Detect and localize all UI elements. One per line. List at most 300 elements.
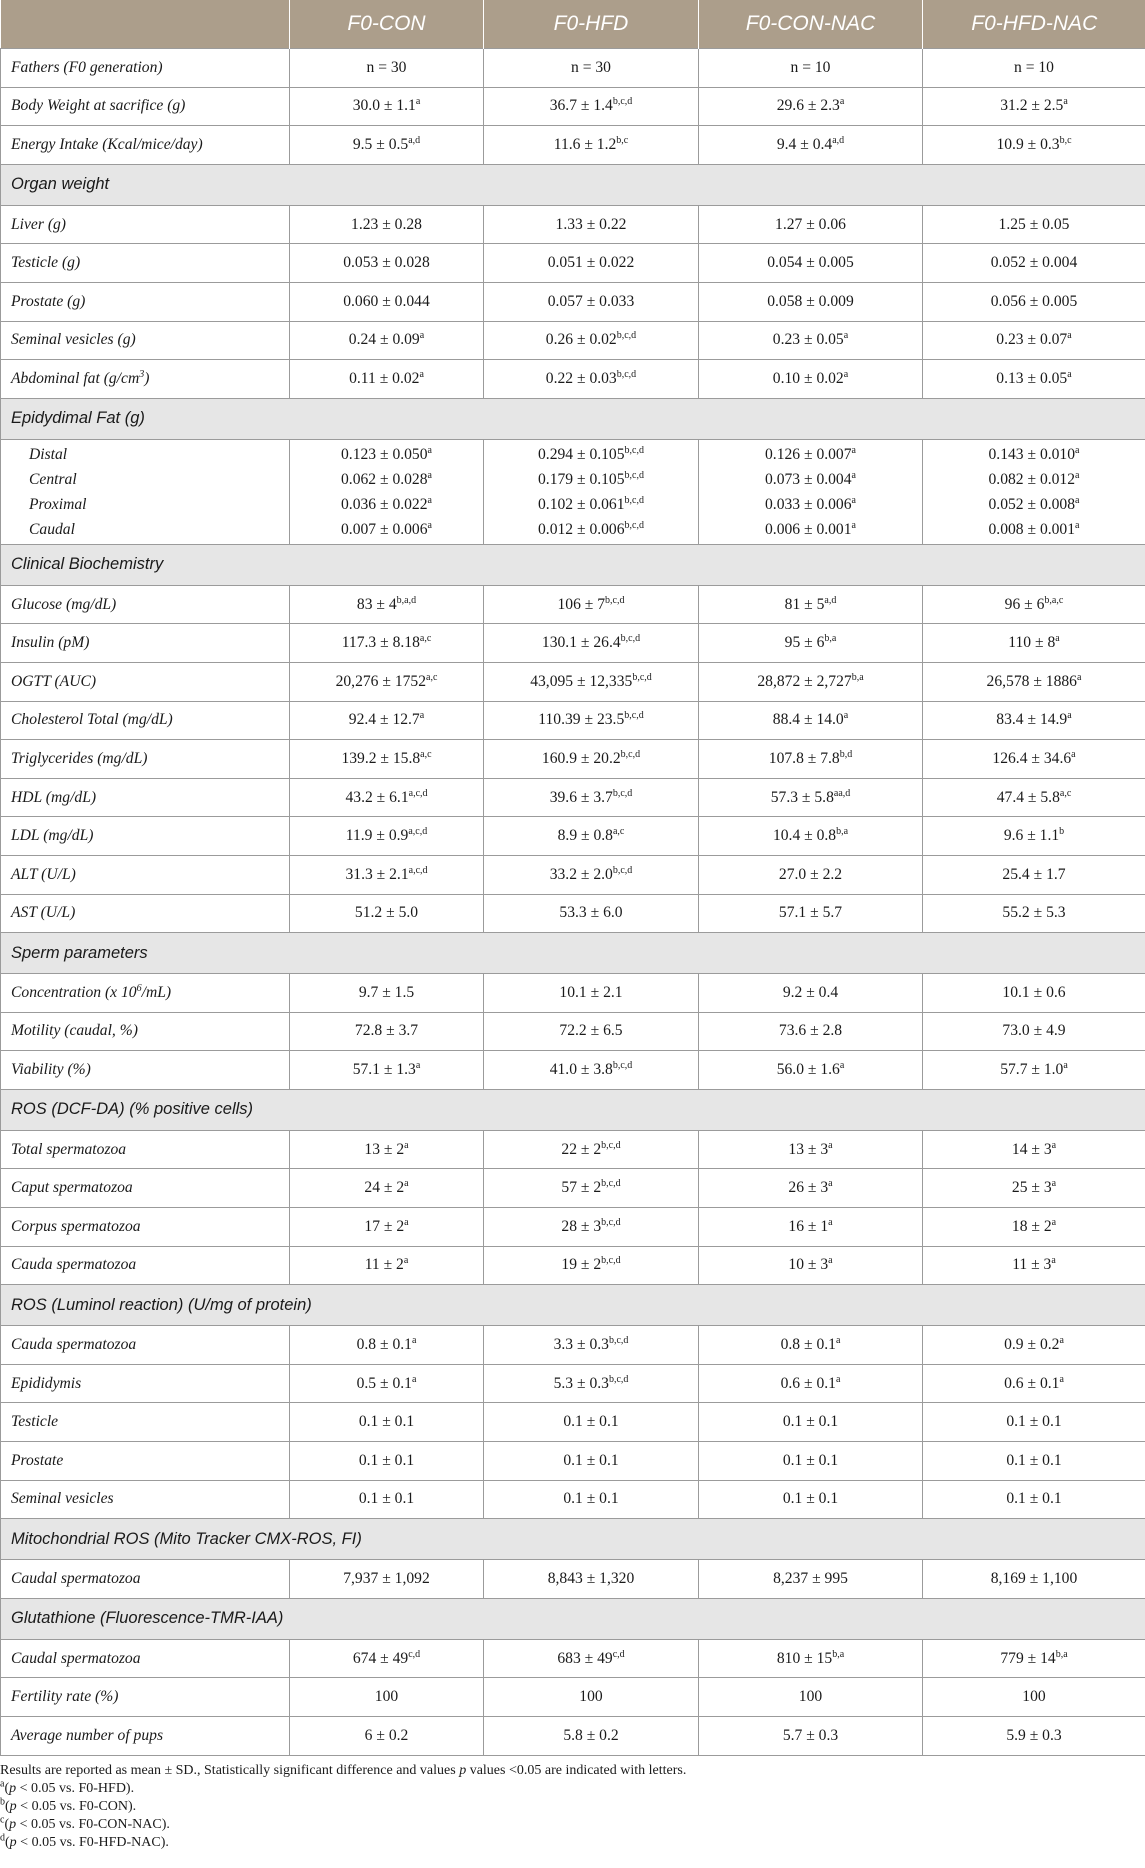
table-cell <box>923 87 1145 126</box>
cell-value: 0.1 ± 0.1 <box>1006 1413 1062 1431</box>
cell-value: 92.4 ± 12.7 <box>348 711 420 729</box>
cell-value: 88.4 ± 14.0 <box>772 711 844 729</box>
cell-value: 0.1 ± 0.1 <box>563 1490 619 1508</box>
cell-value: 779 ± 14 <box>1000 1649 1056 1667</box>
cell-value: 72.2 ± 6.5 <box>559 1022 623 1040</box>
table-cell <box>699 701 923 740</box>
cell-value: 110.39 ± 23.5 <box>538 711 625 729</box>
cell-value: 5.7 ± 0.3 <box>782 1726 839 1744</box>
cell-stack <box>699 444 922 540</box>
cell-line <box>290 444 483 465</box>
table-row <box>1 1326 1145 1365</box>
table-cell <box>484 701 699 740</box>
cell-value: 24 ± 2 <box>364 1179 405 1197</box>
table-row <box>1 778 1145 817</box>
row-label-text: Average number of pups <box>11 1726 164 1744</box>
row-label-text: Corpus spermatozoa <box>11 1217 141 1235</box>
table-cell <box>699 1246 923 1285</box>
significance-superscript: a <box>415 1059 421 1071</box>
footnote-b: $^b$(p < 0.05 vs. F0-CON). <box>0 1796 137 1814</box>
table-cell <box>699 205 923 244</box>
table-cell <box>699 740 923 779</box>
table-cell <box>699 1639 923 1678</box>
table-cell <box>699 662 923 701</box>
row-label-text: Concentration (x 10 <box>11 983 137 1001</box>
section-label: ROS (Luminol reaction) (U/mg of protein) <box>1 1285 1145 1326</box>
table-cell <box>484 1364 699 1403</box>
row-label <box>1 1051 290 1090</box>
significance-superscript: a <box>1075 444 1080 456</box>
cell-value: 18 ± 2 <box>1011 1217 1052 1235</box>
cell-value: 57.1 ± 1.3 <box>352 1061 416 1079</box>
row-label <box>1 894 290 933</box>
cell-value: 0.007 ± 0.006 <box>341 520 428 538</box>
table-cell <box>923 701 1145 740</box>
cell-value: 683 ± 49 <box>557 1649 613 1667</box>
cell-value: 51.2 ± 5.0 <box>354 904 419 922</box>
table-cell <box>290 740 484 779</box>
table-cell <box>699 1560 923 1599</box>
table-cell <box>484 1560 699 1599</box>
cell-value: 73.6 ± 2.8 <box>778 1022 843 1040</box>
cell-value: 0.22 ± 0.03 <box>545 369 617 387</box>
cell-value: 5.8 ± 0.2 <box>563 1726 619 1744</box>
table-cell <box>699 1326 923 1365</box>
significance-superscript: b,a <box>824 632 837 644</box>
cell-value: 17 ± 2 <box>364 1217 405 1235</box>
cell-value: 11.6 ± 1.2 <box>553 135 617 153</box>
row-label-end: ) <box>144 369 150 387</box>
cell-value: 117.3 ± 8.18 <box>341 634 420 652</box>
section-row <box>1 1598 1145 1639</box>
row-label <box>1 701 290 740</box>
table-cell <box>923 1326 1145 1365</box>
significance-superscript: a <box>1075 519 1080 531</box>
header-corner <box>1 0 290 49</box>
cell-value: 100 <box>1022 1688 1046 1706</box>
cell-value: 57.3 ± 5.8 <box>770 788 834 806</box>
cell-value: 43,095 ± 12,335 <box>530 672 633 690</box>
significance-superscript: b,c,d <box>624 710 644 722</box>
table-cell <box>923 1246 1145 1285</box>
table-row <box>1 205 1145 244</box>
cell-value: 29.6 ± 2.3 <box>776 97 840 115</box>
cell-value: 130.1 ± 26.4 <box>541 634 621 652</box>
table-cell <box>923 585 1145 624</box>
row-label-text: Seminal vesicles (g) <box>11 331 136 349</box>
table-cell <box>699 1208 923 1247</box>
significance-superscript: a,c,d <box>408 825 428 837</box>
cell-value: 53.3 ± 6.0 <box>559 904 623 922</box>
table-cell <box>699 439 923 544</box>
footnote-c: $^c$(p < 0.05 vs. F0-CON-NAC). <box>0 1814 170 1833</box>
table-cell <box>290 1480 484 1519</box>
cell-value: 8,843 ± 1,320 <box>547 1570 635 1588</box>
cell-value: 0.294 ± 0.105 <box>538 445 625 463</box>
significance-superscript: a <box>835 1373 841 1385</box>
significance-superscript: b,a <box>836 825 849 837</box>
table-cell <box>484 778 699 817</box>
row-label <box>1 1560 290 1599</box>
table-row <box>1 855 1145 894</box>
row-label-text: Prostate (g) <box>11 292 86 310</box>
significance-superscript: b,c,d <box>608 1334 629 1346</box>
cell-value: 31.2 ± 2.5 <box>1000 97 1064 115</box>
significance-superscript: a <box>1075 494 1080 506</box>
row-label <box>1 855 290 894</box>
row-label-text: Testicle (g) <box>11 254 81 272</box>
cell-value: 0.052 ± 0.004 <box>990 254 1078 272</box>
cell-value: 810 ± 15 <box>776 1649 833 1667</box>
cell-value: 0.052 ± 0.008 <box>988 495 1076 513</box>
table-cell <box>923 855 1145 894</box>
table-cell <box>484 1678 699 1717</box>
table-row-multi <box>1 439 1145 544</box>
table-row <box>1 701 1145 740</box>
cell-value: 0.054 ± 0.005 <box>767 254 854 272</box>
table-cell <box>923 778 1145 817</box>
table-cell <box>699 1678 923 1717</box>
table-cell <box>484 87 699 126</box>
row-label-superscript: 3 <box>139 368 145 380</box>
table-cell <box>923 49 1145 88</box>
cell-line <box>699 469 922 490</box>
table-row <box>1 1012 1145 1051</box>
table-cell <box>923 1208 1145 1247</box>
table-cell <box>699 1480 923 1519</box>
cell-stack <box>290 444 483 540</box>
significance-superscript: a <box>1063 1059 1068 1071</box>
significance-superscript: b,c,d <box>624 444 644 456</box>
table-cell <box>484 1130 699 1169</box>
footnotes <box>0 1756 1145 1853</box>
row-label-text: Cholesterol Total (mg/dL) <box>11 711 173 729</box>
significance-superscript: a,c,d <box>408 864 428 876</box>
significance-superscript: a <box>843 710 849 722</box>
table-cell <box>923 1717 1145 1756</box>
row-label <box>1 282 290 321</box>
table-cell <box>290 1169 484 1208</box>
row-label <box>1 974 290 1013</box>
table-row <box>1 49 1145 88</box>
section-label: ROS (DCF-DA) (% positive cells) <box>1 1089 1145 1130</box>
table-cell <box>484 1208 699 1247</box>
table-row <box>1 1639 1145 1678</box>
significance-superscript: a <box>1059 1334 1064 1346</box>
cell-value: 8.9 ± 0.8 <box>557 827 613 845</box>
table-cell <box>484 244 699 283</box>
cell-value: 0.8 ± 0.1 <box>356 1336 412 1354</box>
row-label-superscript: 6 <box>136 982 142 994</box>
significance-superscript: b,a <box>1055 1648 1068 1660</box>
cell-value: 13 ± 3 <box>788 1140 829 1158</box>
cell-value: 139.2 ± 15.8 <box>341 749 421 767</box>
row-label-text: ALT (U/L) <box>11 865 76 883</box>
significance-superscript: b,c,d <box>612 787 633 799</box>
significance-superscript: aa,d <box>833 787 851 799</box>
cell-value: 26 ± 3 <box>788 1179 829 1197</box>
cell-line <box>290 494 483 515</box>
table-cell <box>484 855 699 894</box>
significance-superscript: a <box>1067 330 1072 342</box>
cell-value: 1.27 ± 0.06 <box>775 215 846 233</box>
table-cell <box>484 49 699 88</box>
cell-line <box>290 469 483 490</box>
cell-value: 0.060 ± 0.044 <box>343 292 430 310</box>
cell-value: 126.4 ± 34.6 <box>992 749 1072 767</box>
significance-superscript: b <box>1059 825 1065 837</box>
significance-superscript: b,c <box>1059 134 1072 146</box>
row-label-text: Fathers (F0 generation) <box>11 58 163 76</box>
cell-value: n = 30 <box>571 58 611 76</box>
section-row <box>1 1285 1145 1326</box>
cell-value: 0.1 ± 0.1 <box>1006 1451 1062 1469</box>
row-label-text: Glucose (mg/dL) <box>11 595 117 613</box>
row-label-text: Energy Intake (Kcal/mice/day) <box>11 135 203 153</box>
cell-value: 0.1 ± 0.1 <box>782 1413 839 1431</box>
section-label: Epidydimal Fat (g) <box>1 398 1145 439</box>
cell-line <box>484 444 698 465</box>
significance-superscript: a <box>851 494 856 506</box>
table-row <box>1 1717 1145 1756</box>
row-label <box>1 1130 290 1169</box>
row-label <box>1 817 290 856</box>
cell-value: 0.056 ± 0.005 <box>990 292 1078 310</box>
table-cell <box>290 778 484 817</box>
table-row <box>1 282 1145 321</box>
significance-superscript: a <box>843 368 849 380</box>
cell-value: 0.1 ± 0.1 <box>563 1451 619 1469</box>
cell-value: 0.1 ± 0.1 <box>1006 1490 1062 1508</box>
cell-value: 0.6 ± 0.1 <box>1004 1374 1060 1392</box>
cell-value: 0.24 ± 0.09 <box>348 331 420 349</box>
significance-superscript: a <box>404 1216 409 1228</box>
row-label-text: Cauda spermatozoa <box>11 1256 137 1274</box>
significance-superscript: a <box>419 710 425 722</box>
table-cell <box>290 1560 484 1599</box>
header-f0-con-nac: F0-CON-NAC <box>699 0 923 49</box>
cell-value: 41.0 ± 3.8 <box>549 1061 613 1079</box>
table-row <box>1 1130 1145 1169</box>
row-label <box>1 126 290 165</box>
cell-value: 11.9 ± 0.9 <box>345 827 409 845</box>
row-label <box>1 1169 290 1208</box>
cell-value: 0.102 ± 0.061 <box>538 495 625 513</box>
row-label <box>1 244 290 283</box>
table-cell <box>484 360 699 399</box>
cell-value: 9.5 ± 0.5 <box>352 135 409 153</box>
row-label <box>1 1480 290 1519</box>
cell-stack <box>484 444 698 540</box>
row-label-text: HDL (mg/dL) <box>11 788 97 806</box>
row-label <box>1 1403 290 1442</box>
section-label: Sperm parameters <box>1 933 1145 974</box>
table-cell <box>484 1012 699 1051</box>
cell-value: 0.143 ± 0.010 <box>988 445 1076 463</box>
cell-value: 0.058 ± 0.009 <box>767 292 854 310</box>
table-cell <box>290 1403 484 1442</box>
significance-superscript: a <box>419 368 424 380</box>
cell-value: 0.1 ± 0.1 <box>358 1490 415 1508</box>
section-label: Glutathione (Fluorescence-TMR-IAA) <box>1 1598 1145 1639</box>
table-cell <box>923 894 1145 933</box>
row-label <box>1 1639 290 1678</box>
significance-superscript: b,c,d <box>601 1178 621 1190</box>
section-label: Mitochondrial ROS (Mito Tracker CMX-ROS, FI) <box>1 1519 1145 1560</box>
table-cell <box>923 126 1145 165</box>
table-cell <box>923 662 1145 701</box>
cell-value: 25 ± 3 <box>1011 1179 1052 1197</box>
table-cell <box>290 282 484 321</box>
table-row <box>1 1678 1145 1717</box>
header-f0-hfd-nac: F0-HFD-NAC <box>923 0 1145 49</box>
row-label-stack <box>11 444 289 540</box>
table-row <box>1 1246 1145 1285</box>
significance-superscript: b,c,d <box>620 748 641 760</box>
section-row <box>1 164 1145 205</box>
table-cell <box>290 321 484 360</box>
significance-superscript: a <box>839 1059 845 1071</box>
table-cell <box>290 126 484 165</box>
section-row <box>1 544 1145 585</box>
table-cell <box>290 1246 484 1285</box>
table-cell <box>484 1639 699 1678</box>
table-cell <box>699 1051 923 1090</box>
row-label-text: Triglycerides (mg/dL) <box>11 749 148 767</box>
cell-value: 57.7 ± 1.0 <box>1000 1061 1064 1079</box>
significance-superscript: a,c <box>1059 787 1072 799</box>
significance-superscript: a <box>1067 368 1072 380</box>
table-cell <box>923 974 1145 1013</box>
cell-value: 13 ± 2 <box>364 1140 405 1158</box>
table-cell <box>699 126 923 165</box>
cell-value: 100 <box>579 1688 603 1706</box>
table-cell <box>290 1678 484 1717</box>
table-cell <box>699 49 923 88</box>
cell-value: 11 ± 2 <box>364 1256 404 1274</box>
row-label <box>1 740 290 779</box>
cell-value: 22 ± 2 <box>561 1140 602 1158</box>
significance-superscript: b,c,d <box>624 519 644 531</box>
cell-value: 39.6 ± 3.7 <box>549 788 613 806</box>
row-label-text: Cauda spermatozoa <box>11 1336 137 1354</box>
row-label <box>1 778 290 817</box>
row-label <box>1 1012 290 1051</box>
row-label-text: Abdominal fat (g/cm <box>11 369 140 387</box>
table-cell <box>290 701 484 740</box>
cell-value: 31.3 ± 2.1 <box>345 865 409 883</box>
cell-value: 0.11 ± 0.02 <box>349 369 420 387</box>
significance-superscript: b,c,d <box>605 594 625 606</box>
cell-value: 19 ± 2 <box>561 1256 602 1274</box>
cell-line <box>699 519 922 540</box>
significance-superscript: a <box>427 469 432 481</box>
cell-value: 0.051 ± 0.022 <box>547 254 635 272</box>
significance-superscript: a <box>835 1334 841 1346</box>
row-label-text: Seminal vesicles <box>11 1490 114 1508</box>
significance-superscript: a <box>403 1255 409 1267</box>
cell-value: 57 ± 2 <box>561 1179 602 1197</box>
row-label-text: Fertility rate (%) <box>11 1688 119 1706</box>
significance-superscript: b,a,c <box>1044 594 1064 606</box>
significance-superscript: a,c <box>419 632 432 644</box>
row-label-text: Epididymis <box>11 1374 82 1392</box>
cell-value: 0.23 ± 0.05 <box>772 331 844 349</box>
table-cell <box>923 360 1145 399</box>
table-cell <box>699 1717 923 1756</box>
row-label <box>1 49 290 88</box>
table-cell <box>699 817 923 856</box>
cell-line <box>484 469 698 490</box>
table-row <box>1 1364 1145 1403</box>
cell-value: 6 ± 0.2 <box>364 1726 409 1744</box>
table-cell <box>290 49 484 88</box>
row-label <box>1 624 290 663</box>
significance-superscript: b,a <box>851 671 864 683</box>
significance-superscript: a <box>1051 1139 1057 1151</box>
cell-value: 100 <box>374 1688 399 1706</box>
significance-superscript: a <box>828 1178 833 1190</box>
significance-superscript: b,a,d <box>396 594 417 606</box>
table-row <box>1 1560 1145 1599</box>
cell-value: 0.1 ± 0.1 <box>358 1451 415 1469</box>
significance-superscript: a <box>839 96 845 108</box>
cell-value: 73.0 ± 4.9 <box>1002 1022 1066 1040</box>
row-label <box>1 360 290 399</box>
section-label: Organ weight <box>1 164 1145 205</box>
cell-value: 160.9 ± 20.2 <box>541 749 621 767</box>
row-label-text: Testicle <box>11 1413 59 1431</box>
row-label <box>1 1208 290 1247</box>
significance-superscript: b,c,d <box>612 96 633 108</box>
footnote-a: $^a$(p < 0.05 vs. F0-HFD). <box>0 1778 135 1796</box>
row-label <box>1 87 290 126</box>
significance-superscript: c,d <box>408 1648 421 1660</box>
row-label-text: Liver (g) <box>11 215 66 233</box>
table-cell <box>484 126 699 165</box>
cell-value: 9.6 ± 1.1 <box>1003 827 1060 845</box>
table-cell <box>484 740 699 779</box>
table-cell <box>699 1130 923 1169</box>
cell-value: 83 ± 4 <box>356 595 397 613</box>
table-cell <box>699 974 923 1013</box>
table-cell <box>923 244 1145 283</box>
table-cell <box>484 282 699 321</box>
significance-superscript: a <box>1051 1178 1057 1190</box>
cell-value: 1.23 ± 0.28 <box>351 215 422 233</box>
table-row <box>1 740 1145 779</box>
table-cell <box>484 894 699 933</box>
table-row <box>1 817 1145 856</box>
table-cell <box>484 1717 699 1756</box>
table-cell <box>923 1051 1145 1090</box>
row-label-text: LDL (mg/dL) <box>11 827 94 845</box>
table-row <box>1 662 1145 701</box>
table-cell <box>699 87 923 126</box>
table-cell <box>484 1326 699 1365</box>
table-cell <box>699 778 923 817</box>
row-sublabel: Central <box>29 470 77 488</box>
significance-superscript: a <box>1055 632 1060 644</box>
cell-value: 0.126 ± 0.007 <box>765 445 852 463</box>
significance-superscript: b,c,d <box>612 864 633 876</box>
table-cell <box>290 585 484 624</box>
table-cell <box>290 1326 484 1365</box>
cell-value: 0.1 ± 0.1 <box>358 1413 415 1431</box>
significance-superscript: a <box>427 519 432 531</box>
significance-superscript: a <box>411 1373 417 1385</box>
cell-value: 96 ± 6 <box>1004 595 1045 613</box>
